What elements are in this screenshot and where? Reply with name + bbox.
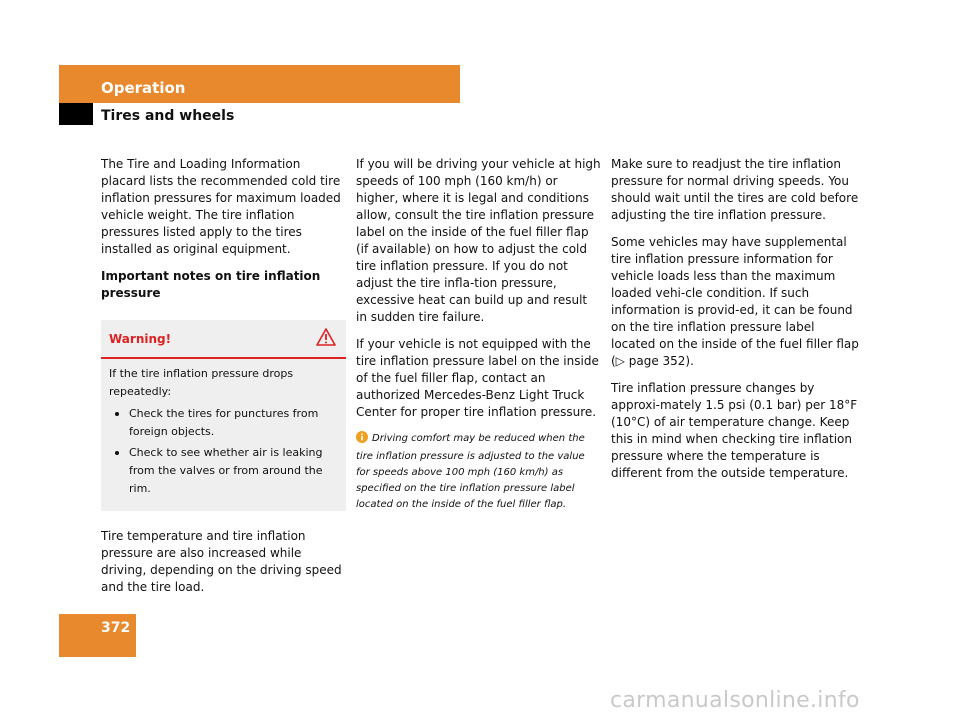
info-note [356, 431, 601, 513]
section-title: Operation [101, 79, 186, 97]
warning-list [109, 405, 336, 498]
warning-body [101, 359, 346, 498]
warning-intro: If the tire inflation pressure drops repeatedly: [109, 367, 294, 398]
high-speed-paragraph: If you will be driving your vehicle at high speeds of 100 mph (160 km/h) or higher, where it is legal and conditions allow, consult the tire inflation pressure label on the inside of the fuel filler flap (if available) on how to adjust the cold tire inflation pressure. If you do not adjust the tire infla-tion pressure, excessive heat can build up and result in sudden tire failure. [356, 157, 601, 324]
page-number: 372 [101, 620, 131, 636]
subsection-title: Tires and wheels [101, 108, 235, 124]
inflation-notes-heading: Important notes on tire inflation pressure [101, 269, 321, 300]
column-2 [356, 156, 601, 513]
info-note-text: Driving comfort may be reduced when the tire inflation pressure is adjusted to the value for speeds above 100 mph (160 km/h) as specified on the tire inflation pressure label located on the inside of the fuel filler flap. [356, 433, 585, 510]
watermark: carmanualsonline.info [610, 688, 860, 713]
driving-temperature-paragraph: Tire temperature and tire inflation pressure are also increased while driving, depending on the driving speed and the tire load. [101, 529, 342, 594]
column-1 [101, 156, 346, 606]
info-icon [356, 431, 368, 449]
warning-box [101, 320, 346, 511]
supplemental-info-paragraph: Some vehicles may have supplemental tire inflation pressure information for vehicle loads less than the maximum loaded vehi-cle condition. If such information is provid-ed, it can be found on the tire inflation pressure label located on the inside of the fuel filler flap (▷ page 352). [611, 235, 859, 368]
warning-item: Check the tires for punctures from foreign objects. [109, 405, 336, 441]
column-3 [611, 156, 861, 492]
warning-title: Warning! [109, 332, 172, 346]
subsection-marker [59, 103, 93, 125]
warning-triangle-icon [316, 328, 336, 351]
no-label-paragraph: If your vehicle is not equipped with the tire inflation pressure label on the inside of the fuel filler flap, contact an authorized Mercedes-Benz Light Truck Center for proper tire inflation pressure. [356, 337, 599, 419]
warning-item: Check to see whether air is leaking from the valves or from around the rim. [109, 444, 336, 498]
readjust-paragraph: Make sure to readjust the tire inflation pressure for normal driving speeds. You should wait until the tires are cold before adjusting the tire inflation pressure. [611, 157, 859, 222]
intro-paragraph: The Tire and Loading Information placard lists the recommended cold tire inflation pressures for maximum loaded vehicle weight. The tire inflation pressures listed apply to the tires installed as original equipment. [101, 157, 341, 256]
warning-header [101, 320, 346, 359]
temperature-change-paragraph: Tire inflation pressure changes by approxi-mately 1.5 psi (0.1 bar) per 18°F (10°C) of air temperature change. Keep this in mind when checking tire inflation pressure where the temperature is different from the outside temperature. [611, 381, 858, 480]
